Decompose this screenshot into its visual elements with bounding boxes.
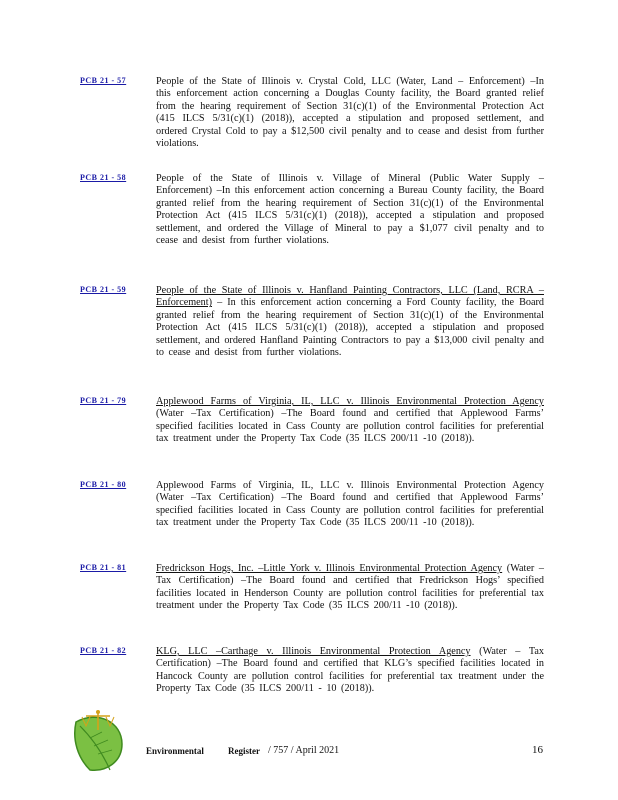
entry-body: Applewood Farms of Virginia, IL, LLC v. Illinois Environmental Protection Agency (Water –Tax Certification) –The Board found and certified that Applewood Farms’ specified facilities located in Cass County are pollution control facilities for preferential tax treatment under the Property Tax Code (35 ILCS 200/11 -10 (2018)). (156, 480, 544, 529)
case-link-pcb-21-82[interactable]: PCB 21 - 82 (80, 646, 127, 655)
entry-title: KLG, LLC –Carthage v. Illinois Environmental Protection Agency (156, 646, 471, 657)
case-link-pcb-21-57[interactable]: PCB 21 - 57 (80, 76, 127, 85)
entry-body: (Water –Tax Certification) –The Board found and certified that Fredrickson Hogs’ specified facilities located in Henderson County are pollution control facilities for preferential tax treatment under the Property Tax Code (35 ILCS 200/11 -10 (2018)). (156, 563, 544, 612)
entry-body: – In this enforcement action concerning a Ford County facility, the Board granted relief from the hearing requirement of Section 31(c)(1) of the Environmental Protection Act (415 ILCS 5/31(c)(1) (2018)), accepted a stipulation and proposed settlement, and ordered Hanfland Painting Contractors to pay a $13,000 civil penalty and to cease and desist from further violations. (156, 297, 544, 359)
entry-title: People of the State of Illinois v. Hanfland Painting Contractors, LLC (Land, RCRA –Enforcement) (156, 285, 544, 309)
entry-text (156, 173, 544, 247)
entry-text (156, 563, 544, 613)
footer-register: Register (228, 746, 260, 756)
entry-body: (Water – Tax Certification) –The Board found and certified that KLG’s specified facilities located in Hancock County are pollution control facilities for preferential tax treatment under the Property Tax Code (35 ILCS 200/11 - 10 (2018)). (156, 646, 544, 695)
page-number: 16 (532, 744, 543, 756)
case-link-pcb-21-59[interactable]: PCB 21 - 59 (80, 285, 127, 294)
case-link-pcb-21-58[interactable]: PCB 21 - 58 (80, 173, 127, 182)
entry-body: People of the State of Illinois v. Village of Mineral (Public Water Supply – Enforcement) –In this enforcement action concerning a Bureau County facility, the Board granted relief from the hearing requirement of Section 31(c)(1) of the Environmental Protection Act (415 ILCS 5/31(c)(1) (2018)), accepted a stipulation and proposed settlement, and ordered the Village of Mineral to pay a $1,077 civil penalty and to cease and desist from further violations. (156, 173, 544, 247)
footer-publication: Environmental (146, 746, 204, 756)
leaf-scale-logo-icon (68, 708, 126, 774)
case-link-pcb-21-81[interactable]: PCB 21 - 81 (80, 563, 127, 572)
page-footer (0, 700, 618, 780)
entry-text (156, 285, 544, 359)
case-link-pcb-21-79[interactable]: PCB 21 - 79 (80, 396, 127, 405)
case-link-pcb-21-80[interactable]: PCB 21 - 80 (80, 480, 127, 489)
entry-body: (Water –Tax Certification) –The Board found and certified that Applewood Farms’ specified facilities located in Cass County are pollution control facilities for preferential tax treatment under the Property Tax Code (35 ILCS 200/11 -10 (2018)). (156, 408, 544, 445)
entry-text (156, 646, 544, 696)
entry-text (156, 396, 544, 446)
entry-body: People of the State of Illinois v. Crystal Cold, LLC (Water, Land – Enforcement) –In this enforcement action concerning a Douglas County facility, the Board granted relief from the hearing requirement of Section 31(c)(1) of the Environmental Protection Act (415 ILCS 5/31(c)(1) (2018)), accepted a stipulation and proposed settlement, and ordered Crystal Cold to pay a $12,500 civil penalty and to cease and desist from further violations. (156, 76, 544, 150)
entry-text (156, 480, 544, 530)
entry-title: Fredrickson Hogs, Inc. –Little York v. Illinois Environmental Protection Agency (156, 563, 503, 574)
footer-issue: / 757 / April 2021 (268, 745, 340, 756)
entry-title: Applewood Farms of Virginia, IL, LLC v. Illinois Environmental Protection Agency (156, 396, 544, 407)
entry-text (156, 76, 544, 150)
